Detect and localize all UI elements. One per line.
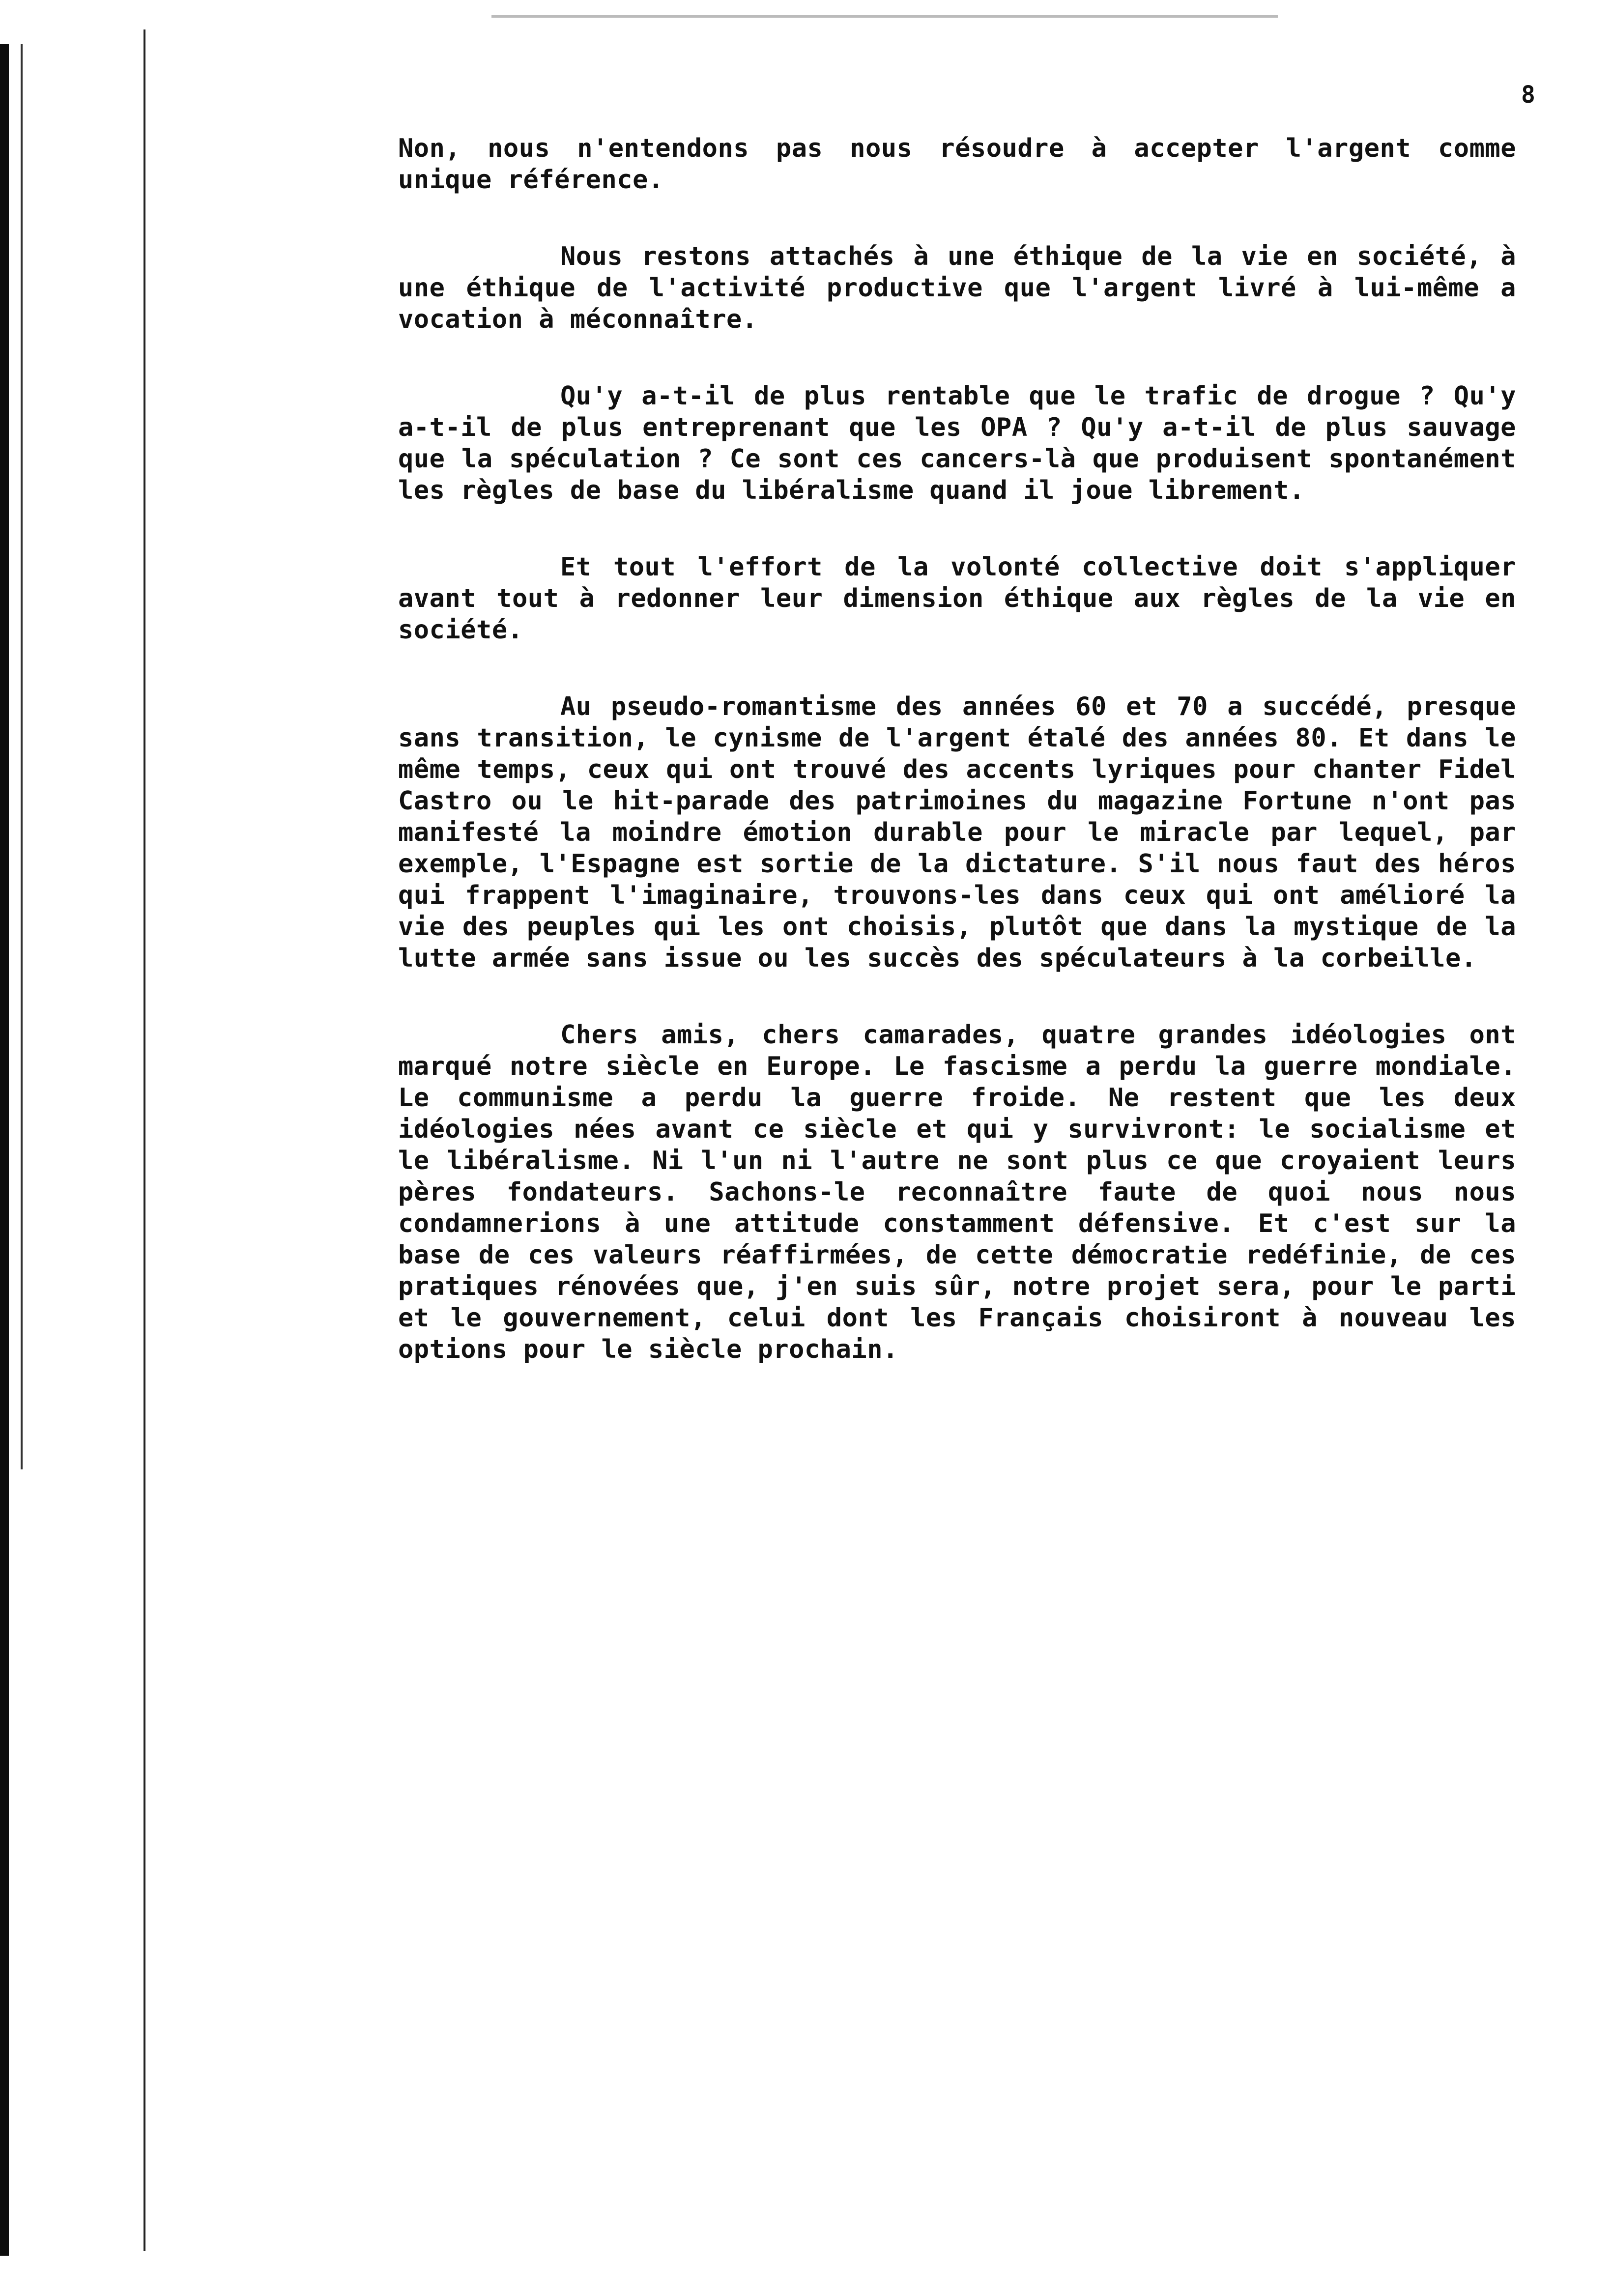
margin-rule	[144, 29, 145, 2251]
binding-edge-rule	[21, 44, 23, 1469]
paragraph-6: Chers amis, chers camarades, quatre grandes idéologies ont marqué notre siècle en Europe. Le fascisme a perdu la guerre mondiale. Le communisme a perdu la guerre froide. Ne restent que les deux idéologies nées avant ce siècle et qui y survivront: le socialisme et le libéralisme. Ni l'un ni l'autre ne sont plus ce que croyaient leurs pères fondateurs. Sachons-le reconnaître faute de quoi nous nous condamnerions à une attitude constamment défensive. Et c'est sur la base de ces valeurs réaffirmées, de cette démocratie redéfinie, de ces pratiques rénovées que, j'en suis sûr, notre projet sera, pour le parti et le gouvernement, celui dont les Français choisiront à nouveau les options pour le siècle prochain.	[398, 1020, 1516, 1364]
paragraph-4: Et tout l'effort de la volonté collective doit s'appliquer avant tout à redonner leur dimension éthique aux règles de la vie en société.	[398, 552, 1516, 645]
paragraph-2: Nous restons attachés à une éthique de la vie en société, à une éthique de l'activité productive que l'argent livré à lui-même a vocation à méconnaître.	[398, 242, 1516, 334]
paragraph-5: Au pseudo-romantisme des années 60 et 70 a succédé, presque sans transition, le cynisme de l'argent étalé des années 80. Et dans le même temps, ceux qui ont trouvé des accents lyriques pour chanter Fidel Castro ou le hit-parade des patrimoines du magazine Fortune n'ont pas manifesté la moindre émotion durable pour le miracle par lequel, par exemple, l'Espagne est sortie de la dictature. S'il nous faut des héros qui frappent l'imaginaire, trouvons-les dans ceux qui ont amélioré la vie des peuples qui les ont choisis, plutôt que dans la mystique de la lutte armée sans issue ou les succès des spéculateurs à la corbeille.	[398, 692, 1516, 973]
top-scan-noise	[491, 15, 1278, 18]
paragraph-1: Non, nous n'entendons pas nous résoudre à accepter l'argent comme unique référence.	[398, 134, 1516, 195]
document-body	[398, 133, 1516, 1410]
page-number: 8	[1521, 81, 1535, 109]
binding-edge-bar	[0, 44, 9, 2256]
paragraph-3: Qu'y a-t-il de plus rentable que le trafic de drogue ? Qu'y a-t-il de plus entreprenant que les OPA ? Qu'y a-t-il de plus sauvage que la spéculation ? Ce sont ces cancers-là que produisent spontanément les règles de base du libéralisme quand il joue librement.	[398, 381, 1516, 505]
